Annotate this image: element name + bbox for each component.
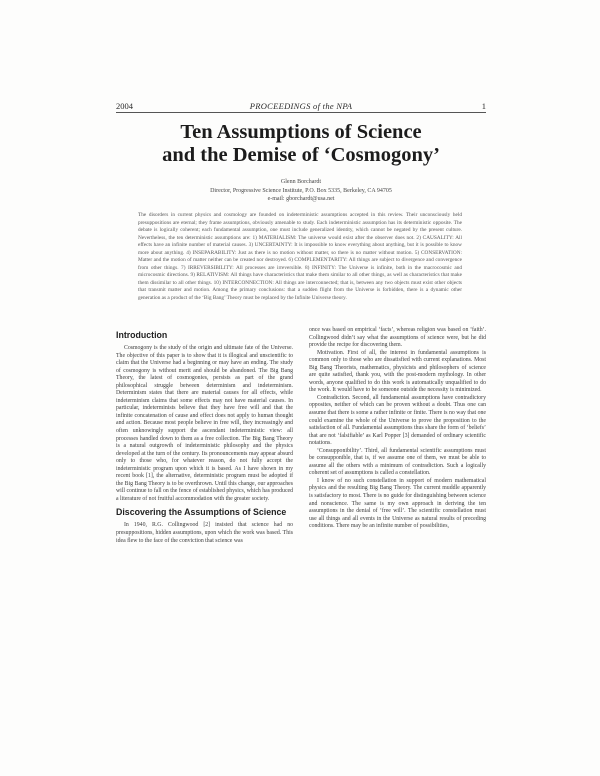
author-affiliation: Director, Progressive Science Institute, P.O. Box 5335, Berkeley, CA 94705 bbox=[210, 187, 392, 194]
section-heading-introduction: Introduction bbox=[116, 330, 168, 340]
paragraph: ‘Consupponibility’. Third, all fundamental scientific assumptions must be consupponible, that is, if we assume one of them, we must be able to assume all the others with a minimum of contradiction. Such a logically coherent set of assumptions is called a constellation. bbox=[309, 447, 486, 477]
paragraph: Contradiction. Second, all fundamental assumptions have contradictory opposites, neither of which can be proven without a doubt. Thus one can assume that there is some a rather infinite or finite. There is no way that one could examine the whole of the Universe to prove the proposition to the satisfaction of all. Fundamental assumptions thus share the form of ‘beliefs’ that are not ‘falsifiable’ as Karl Popper [3] demanded of ordinary scientific notations. bbox=[309, 394, 486, 447]
paper-title bbox=[116, 121, 486, 167]
paragraph: Cosmogony is the study of the origin and ultimate fate of the Universe. The objective of this paper is to show that it is illogical and unscientific to claim that the Universe had a beginning or may have an ending. The study of cosmogony is without merit and should be abandoned. The Big Bang Theory, the latest of cosmogonies, persists as part of the grand philosophical struggle between determinism and indeterminism. Determinism states that there are material causes for all effects, while indeterminism claims that some effects may not have material causes. In particular, indeterminists believe that they have free will and that the infinite concatenation of cause and effect does not apply to human thought and action. Because most people believe in free will, they increasingly and often unknowingly support the ascendant indeterministic view: all processes handled down to them as a free collection. The Big Bang Theory is a natural outgrowth of indeterministic philosophy and the physics developed at the turn of the century. Its pronouncements may appear absurd only to those who, for whatever reason, do not fully accept the indeterministic program upon which it is based. As I have shown in my recent book [1], the alternative, deterministic program must be adopted if the Big Bang Theory is to be overthrown. Until this change, our approaches will continue to fall on the fence of established physics, which has produced a literature of not fruitful accommodation with the greater society. bbox=[116, 345, 293, 502]
left-column bbox=[116, 330, 293, 545]
paragraph: Motivation. First of all, the interest in fundamental assumptions is common only to those who are dissatisfied with current explanations. Most Big Bang Theorists, mathematics, physicists and philosophers of science are quite satisfied, thank you, with the post-modern mythology. In other words, anyone qualified to do this work is automatically unqualified to do the work. It would have to be someone outside the necessity is minimized. bbox=[309, 349, 486, 394]
title-line-2: and the Demise of ‘Cosmogony’ bbox=[162, 144, 440, 166]
title-line-1: Ten Assumptions of Science bbox=[180, 121, 422, 143]
header-rule bbox=[116, 112, 486, 113]
header-year: 2004 bbox=[116, 101, 133, 111]
header-page-number: 1 bbox=[481, 101, 486, 111]
paragraph: I know of no such constellation in support of modern mathematical physics and the resulting Big Bang Theory. The current muddle apparently is satisfactory to most. There is no guide for distinguishing between science and nonscience. The same is my own approach in deriving the ten assumptions in the denial of ‘free will’. The scientific constellation must use all things and all events in the Universe as natural results of preceding conditions. There may be an infinite number of possibilities, bbox=[309, 477, 486, 530]
section-heading-assumptions: Discovering the Assumptions of Science bbox=[116, 507, 287, 518]
author-block bbox=[116, 178, 486, 204]
paragraph: once was based on empirical ‘facts’, whereas religion was based on ‘faith’. Collingwood didn’t say what the assumptions of science were, but he did provide the recipe for discovering them. bbox=[309, 327, 486, 349]
paragraph: In 1940, R.G. Collingwood [2] insisted that science had no presuppositions, hidden assumptions, upon which the work was based. This idea flew to the face of the conviction that science was bbox=[116, 522, 293, 544]
right-column bbox=[309, 327, 486, 531]
running-header bbox=[116, 100, 486, 112]
author-name: Glenn Borchardt bbox=[280, 179, 322, 185]
abstract: The disorders in current physics and cosmology are founded on indeterministic assumptions accepted in this review. Their unconsciously held presuppositions are eternal; they frame assumptions, obviously amenable to study. Each indeterministic assumption has its deterministic opposite. The debate is logically coherent; each fundamental assumption, one must include generalized identity, which cannot be negated by the present culture. Nevertheless, the ten deterministic assumptions are: 1) MATERIALISM: The universe would exist after the observer does not. 2) CAUSALITY: All effects have an infinite number of material causes. 3) UNCERTAINTY: It is impossible to know everything about anything, but it is possible to know more about anything. 4) INSEPARABILITY: Just as there is no motion without matter, so there is no matter without motion. 5) CONSERVATION: Matter and the motion of matter neither can be created nor destroyed. 6) COMPLEMENTARITY: All things are subject to divergence and convergence from other things. 7) IRREVERSIBILITY: All processes are irreversible. 8) INFINITY: The Universe is infinite, both in the macrocosmic and microcosmic directions. 9) RELATIVISM: All things have characteristics that make them similar to all other things, as well as characteristics that make them dissimilar to all other things. 10) INTERCONNECTION: All things are interconnected; that is, between any two objects must exist other objects that transmit matter and motion. Among the primary conclusions: that a sudden flight from the Universe is forbidden, there is a dynamic other generation as a product of the ‘Big Bang’ Theory must be replaced by the Infinite Universe theory. bbox=[138, 212, 462, 302]
header-journal: PROCEEDINGS of the NPA bbox=[249, 101, 353, 111]
author-email: e-mail: gborchardt@usa.net bbox=[267, 196, 335, 202]
